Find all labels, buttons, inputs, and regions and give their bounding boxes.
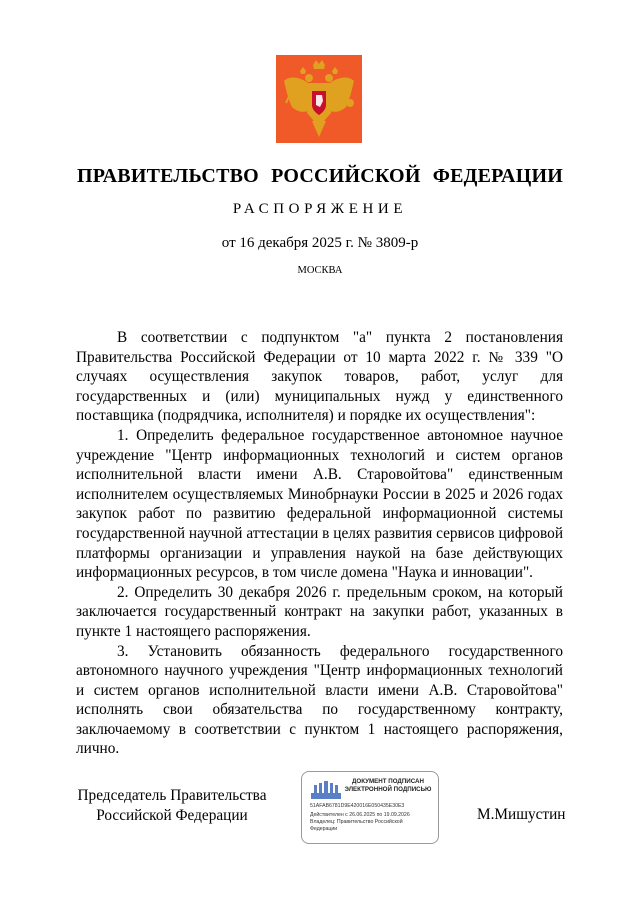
- stamp-owner-line1: Владелец: Правительство Российской: [310, 819, 403, 825]
- paragraph-preamble: В соответствии с подпунктом "а" пункта 2 постановления Правительства Российской Федерации от 10 марта 2022 г. № 339 "О случаях осуществления закупок товаров, работ, услуг для государственных и (или) муниципальных нужд у единственного поставщика (подрядчика, исполнителя) и порядке их осуществления":: [76, 329, 563, 425]
- electronic-signature-stamp: [301, 771, 439, 844]
- signatory-position-line2: Российской Федерации: [96, 806, 248, 824]
- signatory-name: М.Мишустин: [477, 806, 566, 823]
- stamp-certificate: 51AFAB6781D9E420016E050435E30E3: [310, 803, 405, 809]
- paragraph-item-2: 2. Определить 30 декабря 2026 г. предельным сроком, на который заключается государственный контракт на закупки работ, указанных в пункте 1 настоящего распоряжения.: [76, 583, 563, 640]
- government-title: ПРАВИТЕЛЬСТВО РОССИЙСКОЙ ФЕДЕРАЦИИ: [77, 165, 563, 187]
- stamp-title: [342, 778, 434, 794]
- document-type: РАСПОРЯЖЕНИЕ: [232, 201, 408, 217]
- stamp-validity: Действителен с 26.06.2025 по 19.09.2026: [310, 812, 410, 818]
- document-date-number: от 16 декабря 2025 г. № 3809-р: [221, 235, 419, 251]
- paragraph-item-1: 1. Определить федеральное государственное автономное научное учреждение "Центр информационных технологий и систем органов исполнительной власти имени А.В. Старовойтова" единственным исполнителем осуществляемых Минобрнауки России в 2025 и 2026 годах закупок работ по развитию федеральной информационной системы государственной научной аттестации в целях развития сервисов цифровой платформы организации и управления наукой на базе действующих информационных ресурсов, в том числе домена "Наука и инновации".: [76, 426, 563, 582]
- stamp-logo-icon: [310, 779, 342, 801]
- document-city: МОСКВА: [297, 265, 343, 276]
- stamp-title-line2: ЭЛЕКТРОННОЙ ПОДПИСЬЮ: [344, 786, 432, 793]
- stamp-owner-line2: Федерации: [310, 826, 338, 832]
- paragraph-item-3: 3. Установить обязанность федерального государственного автономного научного учреждения "Центр информационных технологий и систем органов исполнительной власти имени А.В. Старовойтова" исполнять свои обязательства по государственному контракту, заключаемому в соответствии с пунктом 1 настоящего распоряжения, лично.: [76, 642, 563, 758]
- stamp-title-line1: ДОКУМЕНТ ПОДПИСАН: [352, 778, 424, 785]
- coat-of-arms-icon: [276, 55, 362, 143]
- signatory-position: [72, 786, 272, 825]
- document-body: [76, 328, 563, 759]
- signatory-position-line1: Председатель Правительства: [77, 787, 267, 804]
